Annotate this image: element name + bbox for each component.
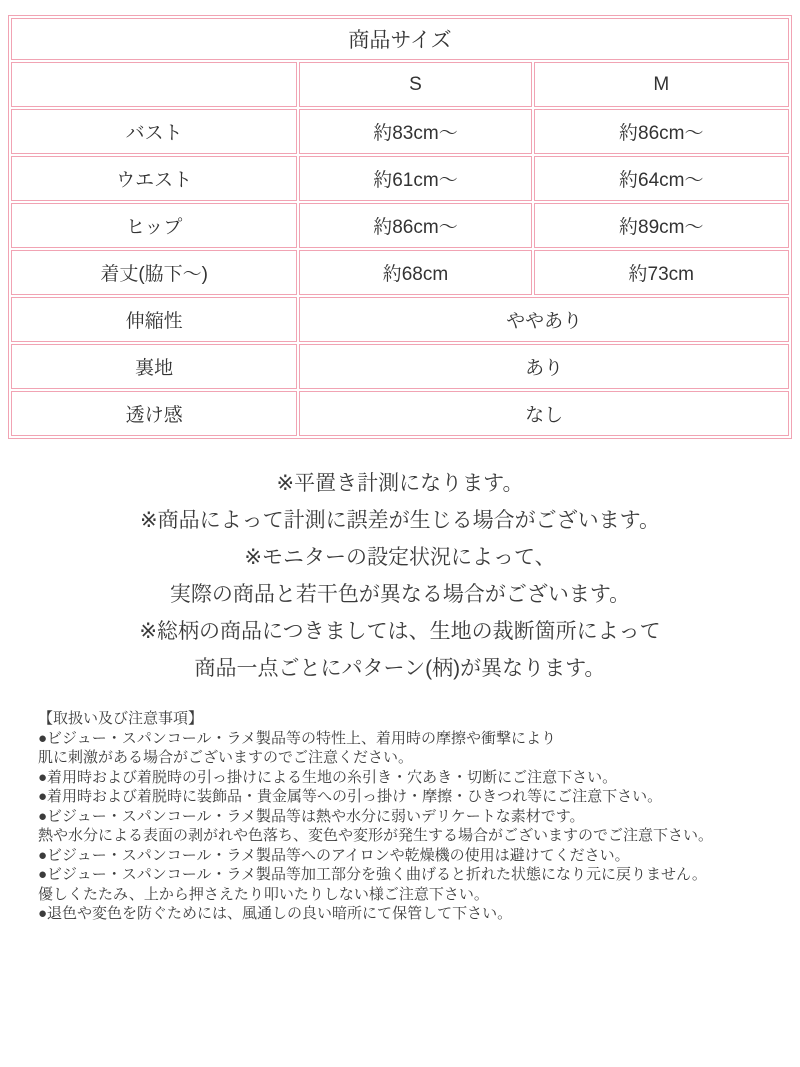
table-header-row <box>11 62 789 107</box>
row-value-m: 約73cm <box>534 250 789 295</box>
row-value-m: 約64cm〜 <box>534 156 789 201</box>
handling-note-line: ●ビジュー・スパンコール・ラメ製品等加工部分を強く曲げると折れた状態になり元に戻りません。 <box>38 866 707 883</box>
header-size-s: S <box>299 62 531 107</box>
table-row-length <box>11 250 789 295</box>
row-value-m: 約86cm〜 <box>534 109 789 154</box>
row-value: ややあり <box>299 297 789 342</box>
row-label: 伸縮性 <box>11 297 297 342</box>
handling-note-line: ●退色や変色を防ぐためには、風通しの良い暗所にて保管して下さい。 <box>38 905 513 922</box>
handling-note-line: 肌に刺激がある場合がございますのでご注意ください。 <box>38 749 414 766</box>
row-label: バスト <box>11 109 297 154</box>
handling-notes-heading: 【取扱い及び注意事項】 <box>38 710 204 727</box>
row-value-m: 約89cm〜 <box>534 203 789 248</box>
handling-note-line: ●着用時および着脱時に装飾品・貴金属等への引っ掛け・摩擦・ひきつれ等にご注意下さい。 <box>38 788 663 805</box>
measurement-note-line: ※平置き計測になります。 <box>276 472 524 495</box>
table-title-row <box>11 18 789 60</box>
row-value-s: 約86cm〜 <box>299 203 531 248</box>
row-value: なし <box>299 391 789 436</box>
handling-note-line: ●ビジュー・スパンコール・ラメ製品等へのアイロンや乾燥機の使用は避けてください。 <box>38 846 630 864</box>
row-label: 着丈(脇下〜) <box>11 250 297 295</box>
table-row-lining <box>11 344 789 389</box>
row-value-s: 約61cm〜 <box>299 156 531 201</box>
measurement-note-line: ※総柄の商品につきましては、生地の裁断箇所によって <box>139 620 661 643</box>
handling-note-line: 優しくたたみ、上から押さえたり叩いたりしない様ご注意下さい。 <box>38 885 489 903</box>
table-row-bust <box>11 109 789 154</box>
handling-note-line: ●ビジュー・スパンコール・ラメ製品等の特性上、着用時の摩擦や衝撃により <box>38 729 557 747</box>
table-row-hip <box>11 203 789 248</box>
measurement-note-line: 実際の商品と若干色が異なる場合がございます。 <box>169 583 631 606</box>
table-row-sheerness <box>11 391 789 436</box>
table-row-waist <box>11 156 789 201</box>
handling-notes <box>38 709 770 924</box>
handling-note-line: ●ビジュー・スパンコール・ラメ製品等は熱や水分に弱いデリケートな素材です。 <box>38 807 585 825</box>
measurement-note-line: 商品一点ごとにパターン(柄)が異なります。 <box>194 657 606 680</box>
table-row-stretch <box>11 297 789 342</box>
header-size-m: M <box>534 62 789 107</box>
row-label: 裏地 <box>11 344 297 389</box>
row-label: ウエスト <box>11 156 297 201</box>
row-label: 透け感 <box>11 391 297 436</box>
handling-note-line: 熱や水分による表面の剥がれや色落ち、変色や変形が発生する場合がございますのでご注意下さい。 <box>38 827 714 844</box>
row-value-s: 約83cm〜 <box>299 109 531 154</box>
row-label: ヒップ <box>11 203 297 248</box>
table-title: 商品サイズ <box>11 18 789 60</box>
row-value: あり <box>299 344 789 389</box>
row-value-s: 約68cm <box>299 250 531 295</box>
size-table <box>8 15 792 439</box>
header-empty-cell <box>11 62 297 107</box>
measurement-note-line: ※商品によって計測に誤差が生じる場合がございます。 <box>140 509 660 532</box>
handling-note-line: ●着用時および着脱時の引っ掛けによる生地の糸引き・穴あき・切断にご注意下さい。 <box>38 768 618 786</box>
measurement-notes <box>0 465 800 687</box>
measurement-note-line: ※モニターの設定状況によって、 <box>244 546 556 569</box>
